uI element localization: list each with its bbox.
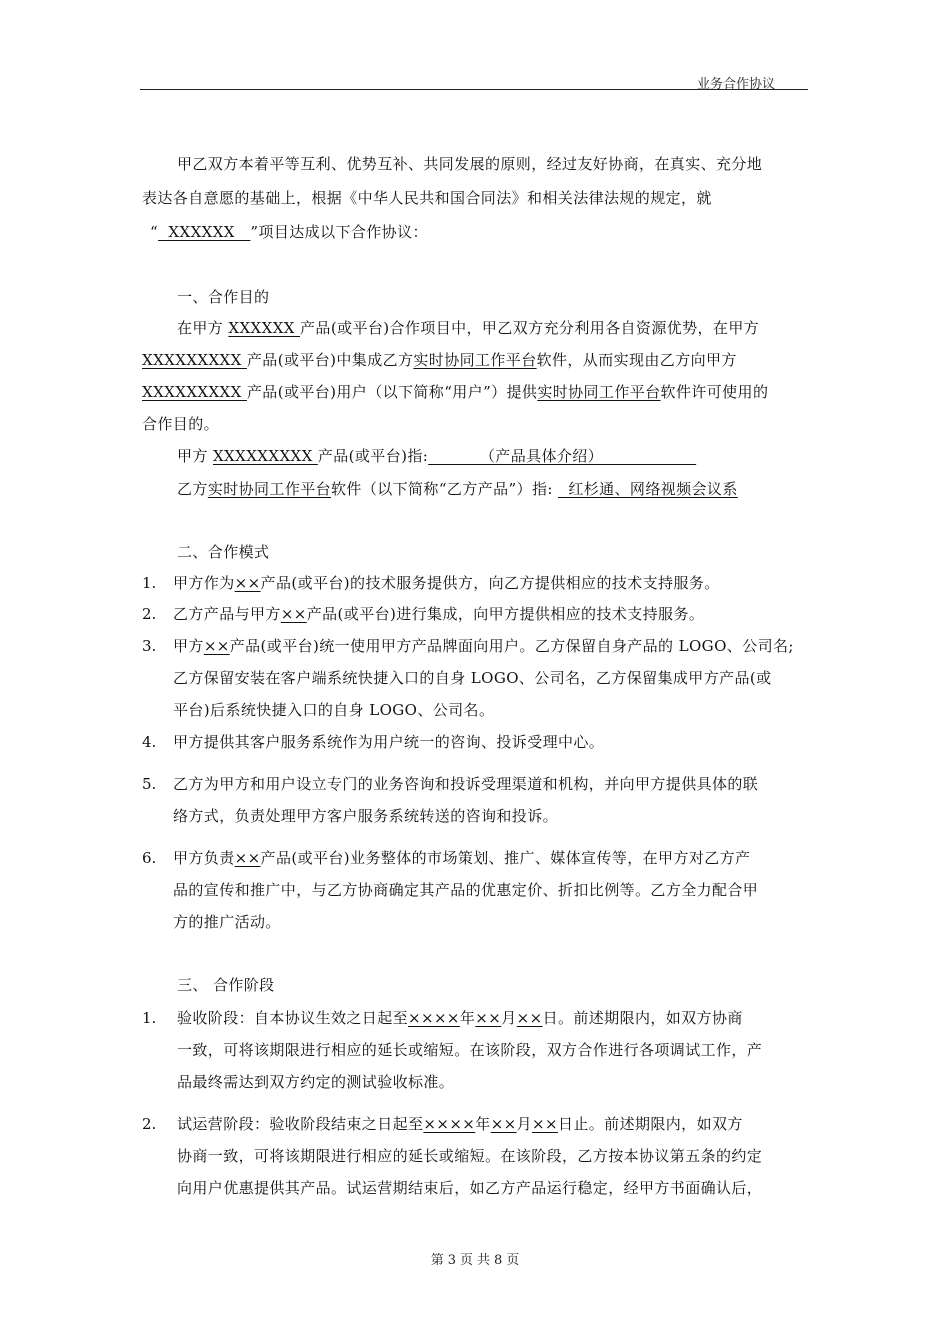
page-number: 3 — [447, 1253, 456, 1268]
s3-item-1-cont-2: 品最终需达到双方约定的测试验收标准。 — [177, 1073, 455, 1091]
section-1-heading: 一、合作目的 — [177, 288, 270, 306]
section-3-heading: 三、 合作阶段 — [177, 976, 275, 994]
s1-text: 甲方 — [177, 447, 213, 465]
item-text: 甲方 — [173, 637, 204, 655]
s2-item-2 — [173, 604, 704, 624]
project-name-blank: XXXXXX — [158, 223, 251, 241]
item-text: 产品(或平台)业务整体的市场策划、推广、媒体宣传等，在甲方对乙方产 — [260, 849, 751, 867]
s1-blank: XXXXXXXXX — [212, 447, 318, 465]
day-blank: ×× — [532, 1115, 558, 1133]
s1-line-3 — [142, 382, 768, 402]
s1-blank: XXXXXX — [228, 319, 301, 337]
s2-item-5-cont: 络方式，负责处理甲方客户服务系统转送的咨询和投诉。 — [173, 807, 559, 825]
product-list-blank: 红杉通、网络视频会议系 — [557, 480, 738, 498]
footer-text: 页 — [459, 1253, 473, 1268]
s1-product-name: 实时协同工作平台 — [413, 351, 537, 369]
s1-text: 软件许可使用的 — [660, 383, 769, 401]
s3-item-2-cont-1: 协商一致，可将该期限进行相应的延长或缩短。在该阶段，乙方按本协议第五条的约定 — [177, 1147, 763, 1165]
item-text: 试运营阶段：验收阶段结束之日起至 — [177, 1115, 424, 1133]
s1-line-1 — [177, 318, 759, 338]
list-number: 5. — [142, 775, 157, 793]
item-text: 甲方作为 — [173, 574, 235, 592]
item-text: 产品(或平台)的技术服务提供方，向乙方提供相应的技术支持服务。 — [260, 574, 720, 592]
s2-item-3-cont-2: 平台)后系统快捷入口的自身 LOGO、公司名。 — [173, 701, 495, 719]
item-blank: ×× — [234, 849, 261, 867]
s3-item-2 — [177, 1114, 743, 1134]
s1-text: 在甲方 — [177, 319, 229, 337]
item-text: 年 — [475, 1115, 491, 1133]
item-blank: ×× — [203, 637, 230, 655]
s2-item-5: 乙方为甲方和用户设立专门的业务咨询和投诉受理渠道和机构，并向甲方提供具体的联 — [173, 775, 759, 793]
s1-line-5 — [177, 446, 696, 466]
s1-line-2 — [142, 350, 737, 370]
s3-item-1-cont-1: 一致，可将该期限进行相应的延长或缩短。在该阶段，双方合作进行各项调试工作，产 — [177, 1041, 763, 1059]
intro-line-1: 甲乙双方本着平等互利、优势互补、共同发展的原则，经过友好协商，在真实、充分地 — [177, 155, 763, 173]
header-rule — [140, 89, 808, 90]
list-number: 1. — [142, 1009, 157, 1027]
list-number: 2. — [142, 1115, 157, 1133]
year-blank: ×××× — [408, 1009, 460, 1027]
s2-item-6 — [173, 848, 750, 868]
s3-item-2-cont-2: 向用户优惠提供其产品。试运营期结束后，如乙方产品运行稳定，经甲方书面确认后， — [177, 1179, 763, 1197]
s2-item-3-cont-1: 乙方保留安装在客户端系统快捷入口的自身 LOGO、公司名，乙方保留集成甲方产品(或 — [173, 669, 772, 687]
item-text: 甲方负责 — [173, 849, 235, 867]
s1-line-6 — [177, 479, 738, 499]
s2-item-3 — [173, 636, 794, 656]
item-text: 产品(或平台)统一使用甲方产品牌面向用户。乙方保留自身产品的 LOGO、公司名; — [229, 637, 794, 655]
item-text: 月 — [516, 1115, 533, 1133]
product-description-blank: （产品具体介绍） — [428, 447, 697, 465]
s1-text: 软件，从而实现由乙方向甲方 — [536, 351, 737, 369]
day-blank: ×× — [516, 1009, 543, 1027]
item-text: 年 — [459, 1009, 476, 1027]
s2-item-6-cont-2: 方的推广活动。 — [173, 913, 281, 931]
list-number: 4. — [142, 733, 157, 751]
s1-text: 产品(或平台)指: — [317, 447, 429, 465]
item-text: 验收阶段：自本协议生效之日起至 — [177, 1009, 409, 1027]
s2-item-1 — [173, 573, 720, 593]
s1-text: 产品(或平台)中集成乙方 — [246, 351, 414, 369]
intro-line-3-text: ”项目达成以下合作协议： — [250, 223, 428, 241]
list-number: 2. — [142, 605, 157, 623]
s1-text: 乙方 — [177, 480, 208, 498]
month-blank: ×× — [475, 1009, 502, 1027]
s1-blank: XXXXXXXXX — [142, 351, 247, 369]
s1-product-name: 实时协同工作平台 — [537, 383, 661, 401]
month-blank: ×× — [490, 1115, 517, 1133]
page-footer — [0, 1249, 950, 1268]
footer-text: 共 — [477, 1253, 491, 1268]
item-text: 日止。前述期限内，如双方 — [557, 1115, 743, 1133]
item-text: 产品(或平台)进行集成，向甲方提供相应的技术支持服务。 — [306, 605, 705, 623]
s2-item-4: 甲方提供其客户服务系统作为用户统一的咨询、投诉受理中心。 — [173, 733, 605, 751]
total-pages: 8 — [494, 1253, 503, 1268]
item-text: 月 — [501, 1009, 517, 1027]
item-blank: ×× — [234, 574, 261, 592]
intro-line-3 — [150, 222, 428, 242]
list-number: 6. — [142, 849, 157, 867]
footer-text: 页 — [506, 1253, 520, 1268]
quote-open: “ — [150, 223, 159, 241]
list-number: 3. — [142, 637, 157, 655]
s1-blank: XXXXXXXXX — [142, 383, 247, 401]
s3-item-1 — [177, 1008, 743, 1028]
s1-text: 软件（以下简称“乙方产品”）指: — [331, 480, 558, 498]
s1-product-name: 实时协同工作平台 — [207, 480, 332, 498]
intro-line-2: 表达各自意愿的基础上，根据《中华人民共和国合同法》和相关法律法规的规定，就 — [142, 189, 712, 207]
s1-text: 产品(或平台)合作项目中，甲乙双方充分利用各自资源优势，在甲方 — [300, 319, 760, 337]
item-blank: ×× — [280, 605, 307, 623]
year-blank: ×××× — [423, 1115, 476, 1133]
item-text: 日。前述期限内，如双方协商 — [542, 1009, 743, 1027]
list-number: 1. — [142, 574, 157, 592]
s1-text: 产品(或平台)用户（以下简称“用户”）提供 — [246, 383, 538, 401]
s1-line-4: 合作目的。 — [142, 415, 220, 433]
footer-text: 第 — [430, 1253, 444, 1268]
header-title: 业务合作协议 — [697, 77, 776, 92]
section-2-heading: 二、合作模式 — [177, 543, 270, 561]
item-text: 乙方产品与甲方 — [173, 605, 281, 623]
s2-item-6-cont-1: 品的宣传和推广中，与乙方协商确定其产品的优惠定价、折扣比例等。乙方全力配合甲 — [173, 881, 759, 899]
